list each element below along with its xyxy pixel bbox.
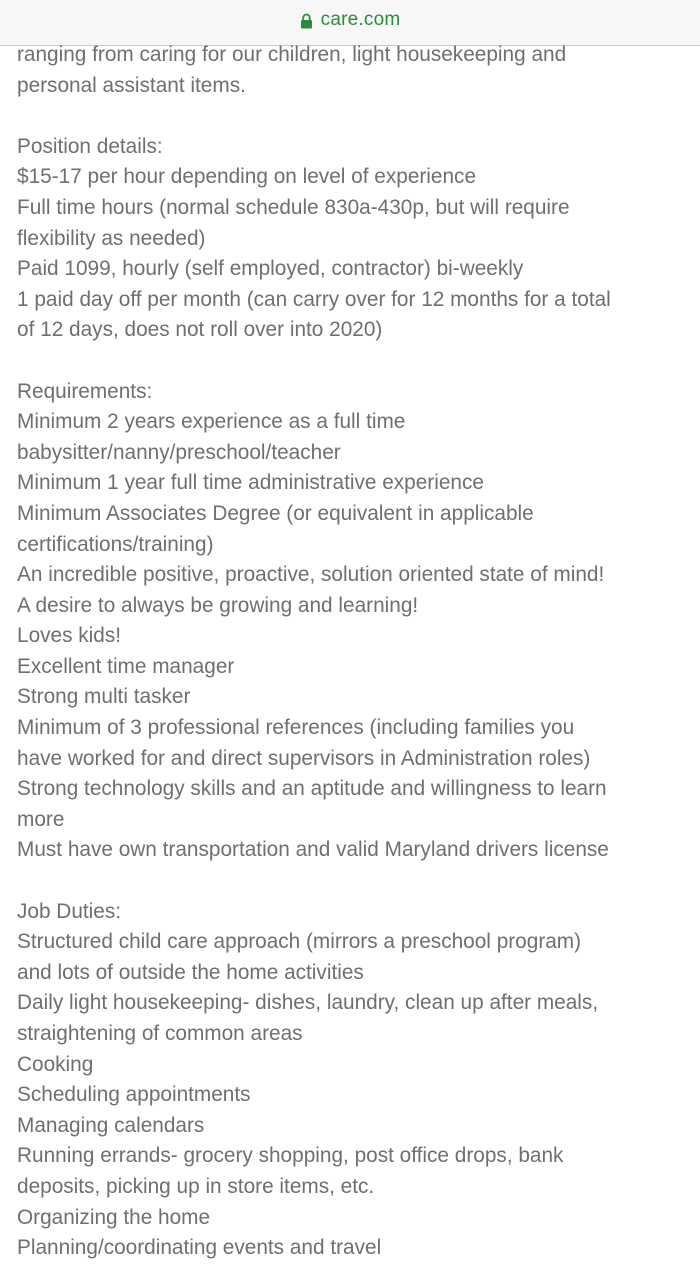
job-duty-line: straightening of common areas (17, 1022, 303, 1045)
position-detail-line: 1 paid day off per month (can carry over for 12 months for a total (17, 287, 611, 311)
job-duty-line: Cooking (17, 1052, 94, 1076)
job-duty-line: and lots of outside the home activities (17, 960, 364, 984)
position-details-section (17, 132, 689, 346)
requirement-line: more (17, 807, 65, 831)
position-detail-line: Paid 1099, hourly (self employed, contractor) bi-weekly (17, 257, 524, 281)
requirement-line: Strong technology skills and an aptitude and willingness to learn (17, 777, 607, 801)
requirement-line: Minimum Associates Degree (or equivalent in applicable (17, 501, 534, 525)
requirement-line: have worked for and direct supervisors in Administration roles) (17, 746, 591, 770)
job-duty-line: Running errands- grocery shopping, post office drops, bank (17, 1144, 564, 1168)
requirement-line: Minimum 1 year full time administrative experience (17, 471, 484, 495)
intro-text (17, 40, 689, 101)
job-duty-line: Scheduling appointments (17, 1083, 251, 1107)
requirements-heading: Requirements: (17, 379, 153, 403)
lock-icon (300, 13, 313, 29)
job-duty-line: Daily light housekeeping- dishes, laundry, clean up after meals, (17, 991, 599, 1015)
site-domain: care.com (320, 9, 401, 30)
requirement-line: babysitter/nanny/preschool/teacher (17, 440, 341, 464)
requirement-line: Excellent time manager (17, 654, 235, 678)
job-duty-line: deposits, picking up in store items, etc. (17, 1174, 375, 1198)
position-detail-line: flexibility as needed) (17, 226, 206, 250)
requirement-line: Minimum 2 years experience as a full time (17, 410, 406, 434)
job-duty-line: Organizing the home (17, 1205, 211, 1229)
address-display[interactable] (0, 8, 700, 32)
position-detail-line: $15-17 per hour depending on level of experience (17, 165, 477, 189)
job-duty-line: Structured child care approach (mirrors a preschool program) (17, 930, 582, 954)
requirement-line: Minimum of 3 professional references (including families you (17, 716, 575, 740)
requirement-line: Loves kids! (17, 624, 122, 648)
requirement-line: An incredible positive, proactive, solution oriented state of mind! (17, 563, 605, 587)
job-duties-heading: Job Duties: (17, 899, 122, 923)
requirement-line: Must have own transportation and valid Maryland drivers license (17, 838, 609, 862)
position-detail-line: of 12 days, does not roll over into 2020) (17, 318, 383, 342)
intro-line: ranging from caring for our children, light housekeeping and (17, 43, 567, 66)
position-detail-line: Full time hours (normal schedule 830a-430p, but will require (17, 195, 570, 219)
position-details-heading: Position details: (17, 134, 163, 158)
requirement-line: certifications/training) (17, 532, 214, 556)
requirement-line: A desire to always be growing and learning! (17, 593, 419, 617)
job-duties-section (17, 897, 689, 1264)
intro-line: personal assistant items. (17, 73, 246, 97)
job-duty-line: Planning/coordinating events and travel (17, 1236, 382, 1260)
requirements-section (17, 377, 689, 867)
job-duty-line: Managing calendars (17, 1113, 205, 1137)
job-description (17, 40, 689, 1264)
requirement-line: Strong multi tasker (17, 685, 191, 709)
